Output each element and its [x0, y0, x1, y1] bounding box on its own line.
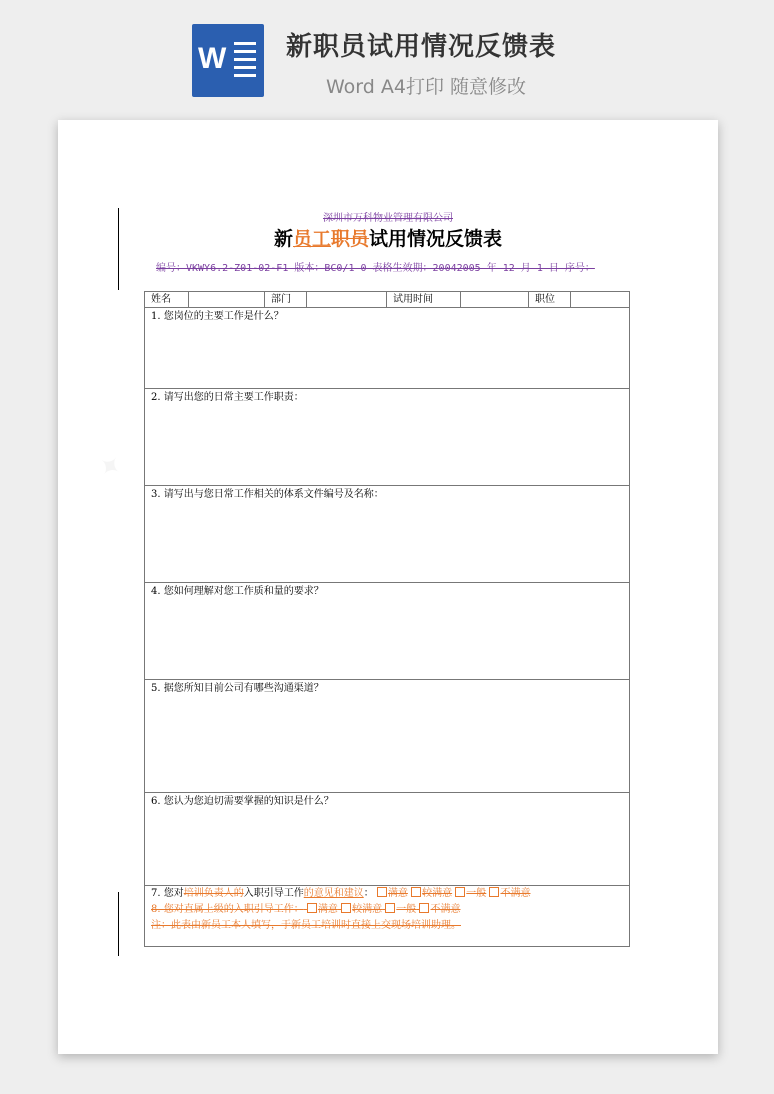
- question-6[interactable]: 6. 您认为您迫切需要掌握的知识是什么？: [145, 793, 630, 886]
- checkbox-icon: [489, 887, 499, 897]
- q8-option[interactable]: 满意: [307, 904, 338, 915]
- question-1[interactable]: 1. 您岗位的主要工作是什么？: [145, 308, 630, 389]
- trial-field[interactable]: [461, 292, 529, 308]
- question-row: [145, 389, 630, 486]
- document-number-line: 编号：VKWY6.2-Z01-02-F1 版本：BC0/1 0 表格生效期：20042005 年 12 月 1 日 序号：: [156, 263, 595, 274]
- question-row: [145, 886, 630, 947]
- position-field[interactable]: [571, 292, 630, 308]
- question-row: [145, 486, 630, 583]
- question-row: [145, 308, 630, 389]
- dept-field[interactable]: [307, 292, 387, 308]
- company-name: 深圳市万科物业管理有限公司: [323, 213, 453, 224]
- q7-option[interactable]: 满意: [377, 888, 408, 899]
- checkbox-icon: [341, 903, 351, 913]
- question-8: 8. 您对直属上级的入职引导工作： 满意 较满意 一般 不满意: [151, 904, 461, 915]
- checkbox-icon: [455, 887, 465, 897]
- q8-option[interactable]: 一般: [385, 904, 416, 915]
- title-insertion: 员工: [292, 228, 331, 250]
- document-page: [58, 120, 718, 1054]
- trial-label: 试用时间: [387, 292, 461, 308]
- checkbox-icon: [377, 887, 387, 897]
- position-label: 职位: [529, 292, 571, 308]
- checkbox-icon: [307, 903, 317, 913]
- question-7: 7. 您对培训负责人的入职引导工作的意见和建议： 满意 较满意 一般 不满意: [151, 888, 531, 899]
- questions-7-8-cell: [145, 886, 630, 947]
- question-row: [145, 583, 630, 680]
- q8-option[interactable]: 较满意: [341, 904, 382, 915]
- document-title: 新员工职员试用情况反馈表: [273, 228, 503, 250]
- q7-option[interactable]: 一般: [455, 888, 486, 899]
- question-row: [145, 793, 630, 886]
- question-3[interactable]: 3. 请写出与您日常工作相关的体系文件编号及名称：: [145, 486, 630, 583]
- dept-label: 部门: [265, 292, 307, 308]
- feedback-form-table: [144, 291, 630, 947]
- question-5[interactable]: 5. 据您所知目前公司有哪些沟通渠道？: [145, 680, 630, 793]
- banner-title: 新职员试用情况反馈表: [286, 32, 557, 62]
- word-letter: W: [198, 42, 227, 75]
- q7-option[interactable]: 不满意: [489, 888, 530, 899]
- checkbox-icon: [411, 887, 421, 897]
- name-field[interactable]: [189, 292, 265, 308]
- checkbox-icon: [419, 903, 429, 913]
- q8-option[interactable]: 不满意: [419, 904, 460, 915]
- word-document-icon: [192, 24, 264, 97]
- name-label: 姓名: [145, 292, 189, 308]
- header-banner: [0, 0, 774, 110]
- q7-option[interactable]: 较满意: [411, 888, 452, 899]
- form-note: 注：此表由新员工本人填写，于新员工培训时直接上交现场培训助理。: [151, 920, 461, 931]
- margin-change-bar-bottom: [118, 892, 119, 956]
- table-header-row: [145, 292, 630, 308]
- title-deletion: 职员: [331, 228, 370, 250]
- question-2[interactable]: 2. 请写出您的日常主要工作职责：: [145, 389, 630, 486]
- banner-subtitle: Word A4打印 随意修改: [326, 76, 527, 98]
- checkbox-icon: [385, 903, 395, 913]
- question-4[interactable]: 4. 您如何理解对您工作质和量的要求？: [145, 583, 630, 680]
- question-row: [145, 680, 630, 793]
